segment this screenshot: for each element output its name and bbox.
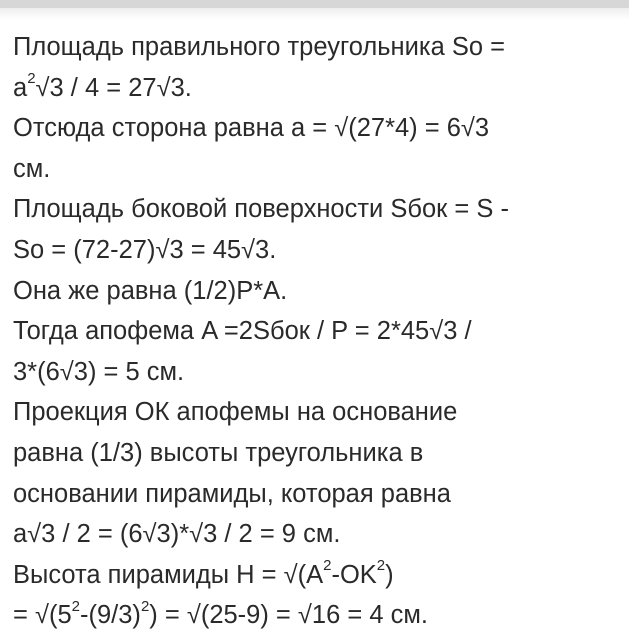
solution-line [13,514,619,555]
solution-line [13,230,619,271]
solution-text [13,27,619,636]
text-run: ) [385,560,394,589]
text-run: см. [13,154,51,183]
superscript: 2 [27,70,36,88]
text-run: Высота пирамиды H = √(A [13,560,324,589]
solution-line [13,433,619,474]
text-run: a√3 / 2 = (6√3)*√3 / 2 = 9 см. [13,520,341,549]
text-run: Площадь боковой поверхности Sбок = S - [13,195,509,224]
top-divider-band [0,0,629,8]
text-run: Она же равна (1/2)P*A. [13,276,288,305]
solution-line [13,68,619,109]
superscript: 2 [71,597,80,615]
solution-line [13,352,619,393]
solution-line [13,392,619,433]
text-run: So = (72-27)√3 = 45√3. [13,235,277,264]
solution-line [13,27,619,68]
solution-line [13,108,619,149]
solution-line [13,311,619,352]
solution-line [13,271,619,312]
superscript: 2 [323,557,332,575]
solution-line [13,595,619,636]
text-run: -OK [331,560,377,589]
text-run: равна (1/3) высоты треугольника в [13,438,424,467]
text-run: √3 / 4 = 27√3. [35,73,192,102]
superscript: 2 [140,597,150,615]
text-run: Тогда апофема A =2Sбок / P = 2*45√3 / [13,317,472,346]
solution-line [13,555,619,596]
text-run: a [13,73,28,102]
text-run: ) = √(25-9) = √16 = 4 см. [149,601,428,630]
text-run: основании пирамиды, которая равна [13,479,451,508]
text-run: Отсюда сторона равна a = √(27*4) = 6√3 [13,114,490,143]
text-run: Проекция ОК апофемы на основание [13,398,458,427]
text-run: Площадь правильного треугольника So = [13,33,505,61]
text-run: = √(5 [13,601,72,630]
text-run: -(9/3) [80,601,141,630]
solution-line [13,149,619,190]
solution-line [13,189,619,230]
solution-line [13,474,619,515]
text-run: 3*(6√3) = 5 см. [13,357,185,386]
superscript: 2 [376,557,386,575]
